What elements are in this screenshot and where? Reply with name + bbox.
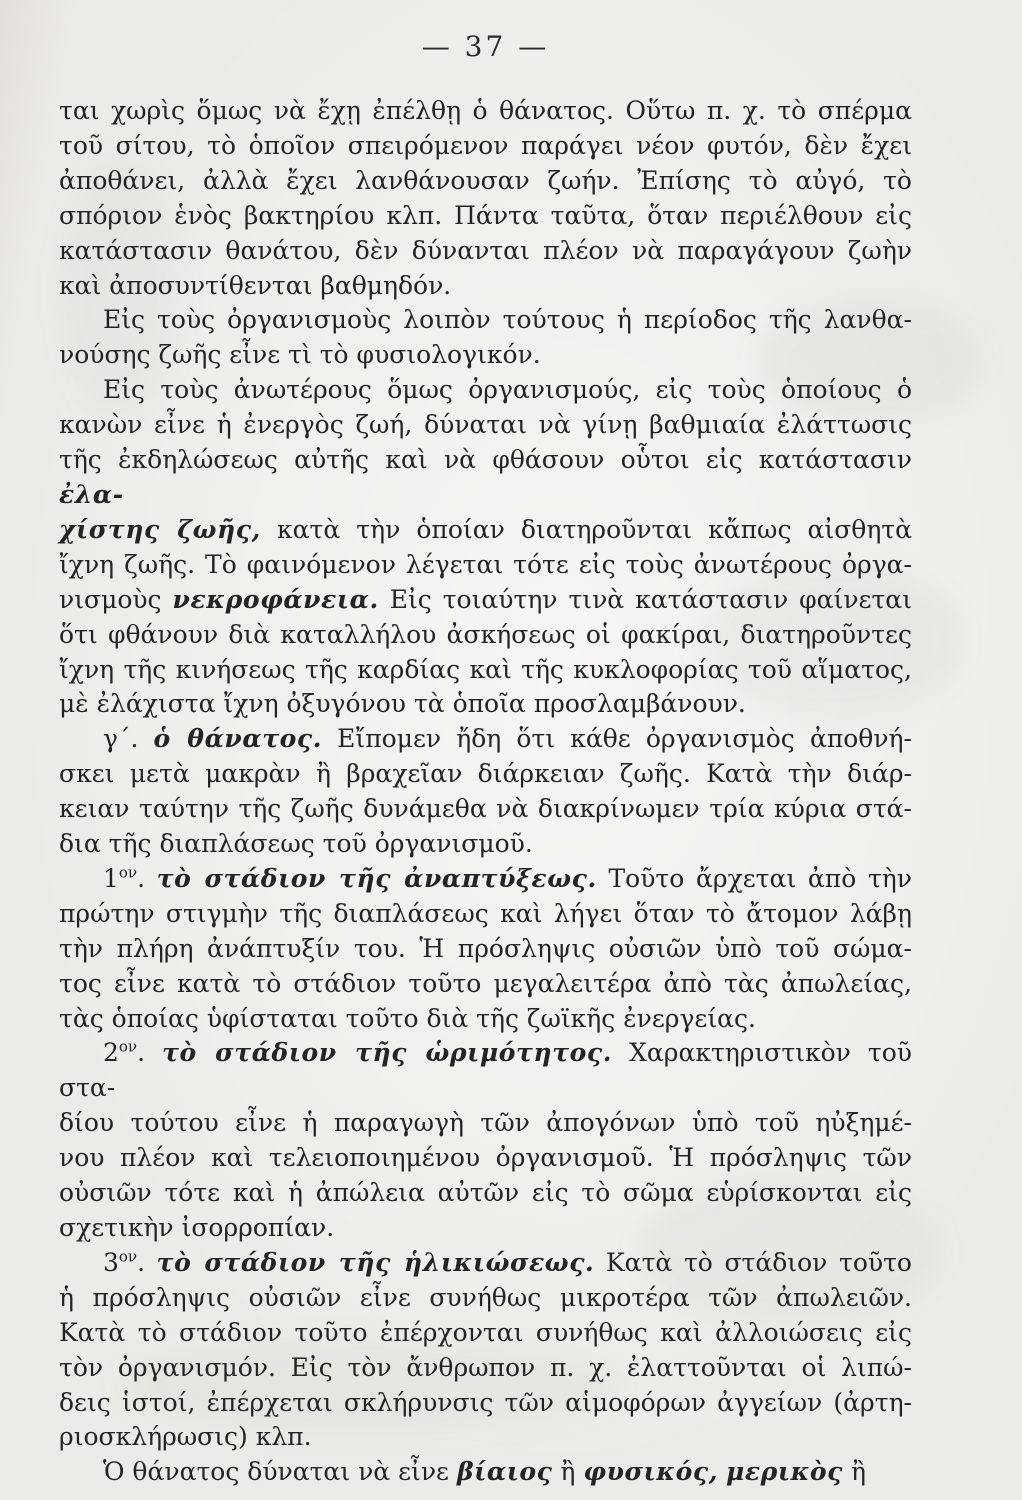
body-text: ὅτι φθάνουν διὰ καταλλήλου ἀσκήσεως οἱ φακίραι, διατηροῦντες [59, 619, 912, 649]
text-line [59, 164, 912, 199]
body-text: γ΄. [103, 724, 154, 754]
body-text: ριοσκλήρωσις) κλπ. [59, 1422, 312, 1452]
body-text: τος εἶνε κατὰ τὸ στάδιον τοῦτο μεγαλειτέρα ἀπὸ τὰς ἀπωλείας, [59, 968, 912, 998]
text-line [59, 1455, 912, 1490]
body-text: ἴχνη ζωῆς. Τὸ φαινόμενον λέγεται τότε εἰς τοὺς ἀνωτέρους ὀργα- [59, 549, 912, 579]
body-text: ἢ [552, 1457, 584, 1487]
ordinal-superscript: ον [118, 1038, 138, 1057]
body-text: κατάστασιν θανάτου, δὲν δύνανται πλέον νὰ παραγάγουν ζωὴν [59, 235, 912, 265]
text-line [59, 757, 912, 792]
text-line [59, 687, 912, 722]
emphasis-text: ἐλα- [59, 479, 124, 509]
text-line [59, 338, 912, 373]
text-line [59, 1386, 912, 1421]
text-line [59, 1176, 912, 1211]
text-line [59, 897, 912, 932]
body-text: τοῦ σίτου, τὸ ὁποῖον σπειρόμενον παράγει νέον φυτόν, δὲν ἔχει [59, 130, 912, 160]
body-text: ἡ πρόσληψις οὐσιῶν εἶνε συνήθως μικροτέρα τῶν ἀπωλειῶν. [59, 1282, 912, 1312]
body-text: Κατὰ τὸ στάδιον τοῦτο ἐπέρχονται συνήθως καὶ ἀλλοιώσεις εἰς [59, 1317, 912, 1347]
body-text: δεις ἱστοί, ἐπέρχεται σκλήρυνσις τῶν αἱμοφόρων ἀγγείων (ἀρτη- [59, 1387, 912, 1417]
body-text: . [137, 863, 157, 893]
text-line [59, 618, 912, 653]
body-text: οὐσιῶν τότε καὶ ἡ ἀπώλεια αὐτῶν εἰς τὸ σῶμα εὑρίσκονται εἰς [59, 1178, 912, 1208]
page-body [59, 94, 912, 1490]
text-line [59, 1106, 912, 1141]
body-text: Εἰς τοὺς ἀνωτέρους ὅμως ὀργανισμούς, εἰς τοὺς ὁποίους ὁ [103, 375, 912, 405]
body-text: ἀποθάνει, ἀλλὰ ἔχει λανθάνουσαν ζωήν. Ἐπίσης τὸ αὐγό, τὸ [59, 165, 912, 195]
emphasis-text: μερικὸς [725, 1457, 844, 1487]
body-text: νου πλέον καὶ τελειοποιημένου ὀργανισμοῦ. Ἡ πρόσληψις τῶν [59, 1143, 912, 1173]
emphasis-text: τὸ στάδιον τῆς ἡλικιώσεως. [156, 1247, 595, 1277]
emphasis-text: νεκροφάνεια. [172, 584, 379, 614]
body-text: νισμοὺς [59, 584, 173, 614]
text-line [59, 408, 912, 443]
body-text: σπόριον ἑνὸς βακτηρίου κλπ. Πάντα ταῦτα, ὅταν περιέλθουν εἰς [59, 200, 912, 230]
emphasis-text: βίαιος [456, 1457, 553, 1487]
emphasis-text: ὁ θάνατος. [153, 724, 323, 754]
body-text: τὸν ὀργανισμόν. Εἰς τὸν ἄνθρωπον π. χ. ἐλαττοῦνται οἱ λιπώ- [59, 1352, 912, 1382]
text-line [59, 792, 912, 827]
emphasis-text: φυσικός, [583, 1457, 718, 1487]
body-text: καὶ ἀποσυντίθενται βαθμηδόν. [59, 270, 452, 300]
text-line [59, 653, 912, 688]
body-text: 2 [103, 1038, 119, 1068]
body-text: δια τῆς διαπλάσεως τοῦ ὀργανισμοῦ. [59, 829, 533, 859]
body-text: ἴχνη τῆς κινήσεως τῆς καρδίας καὶ τῆς κυκλοφορίας τοῦ αἵματος, [59, 654, 912, 684]
body-text: Χαρακτηριστικὸν τοῦ στα- [59, 1038, 912, 1103]
body-text: Κατὰ τὸ στάδιον τοῦτο [594, 1247, 912, 1277]
body-text: σχετικὴν ἰσορροπίαν. [59, 1213, 335, 1242]
body-text: κειαν ταύτην τῆς ζωῆς δυνάμεθα νὰ διακρίνωμεν τρία κύρια στά- [59, 794, 912, 824]
body-text: κανὼν εἶνε ἡ ἐνεργὸς ζωή, δύναται νὰ γίνῃ βαθμιαία ἐλάττωσις [59, 410, 912, 440]
body-text: μὲ ἐλάχιστα ἴχνη ὀξυγόνου τὰ ὁποῖα προσλαμβάνουν. [59, 689, 746, 719]
body-text: κατὰ τὴν ὁποίαν διατηροῦνται κἄπως αἰσθητὰ [260, 514, 913, 544]
text-line [59, 967, 912, 1002]
ordinal-superscript: ον [118, 1247, 138, 1266]
body-text: . [137, 1038, 163, 1068]
body-text: Εἴπομεν ἤδη ὅτι κάθε ὀργανισμὸς ἀποθνή- [322, 724, 912, 754]
text-line [59, 269, 912, 304]
text-line [59, 234, 912, 269]
body-text: Εἰς τοὺς ὀργανισμοὺς λοιπὸν τούτους ἡ περίοδος τῆς λανθα- [103, 305, 912, 335]
text-line [59, 513, 912, 548]
body-text: σκει μετὰ μακρὰν ἢ βραχεῖαν διάρκειαν ζωῆς. Κατὰ τὴν διάρ- [59, 759, 912, 789]
emphasis-text: χίστης ζωῆς, [59, 514, 261, 544]
text-line [59, 1246, 912, 1281]
body-text: ται χωρὶς ὅμως νὰ ἔχῃ ἐπέλθῃ ὁ θάνατος. Οὕτω π. χ. τὸ σπέρμα [59, 96, 912, 125]
text-line [59, 1281, 912, 1316]
text-line [59, 1316, 912, 1351]
text-line [59, 862, 912, 897]
text-line [59, 1002, 912, 1037]
body-text: ἢ [843, 1457, 866, 1487]
body-text: 3 [103, 1247, 119, 1277]
text-line [59, 548, 912, 583]
text-line [59, 199, 912, 234]
text-line [59, 129, 912, 164]
body-text: Εἰς τοιαύτην τινὰ κατάστασιν φαίνεται [378, 584, 912, 614]
text-line [59, 1351, 912, 1386]
text-line [59, 94, 912, 129]
text-line [59, 932, 912, 967]
text-line [59, 1420, 912, 1455]
body-text: τῆς ἐκδηλώσεως αὐτῆς καὶ νὰ φθάσουν οὗτοι εἰς κατάστασιν [59, 445, 912, 475]
text-line [59, 1211, 912, 1246]
emphasis-text: τὸ στάδιον τῆς ἀναπτύξεως. [156, 863, 597, 893]
emphasis-text: τὸ στάδιον τῆς ὡριμότητος. [162, 1038, 613, 1068]
text-line [59, 303, 912, 338]
text-line [59, 722, 912, 757]
body-text: δίου τούτου εἶνε ἡ παραγωγὴ τῶν ἀπογόνων ὑπὸ τοῦ ηὐξημέ- [59, 1108, 912, 1138]
text-line [59, 443, 912, 513]
body-text: Ὁ θάνατος δύναται νὰ εἶνε [103, 1457, 457, 1487]
body-text: τὰς ὁποίας ὑφίσταται τοῦτο διὰ τῆς ζωϊκῆς ἐνεργείας. [59, 1003, 756, 1033]
ordinal-superscript: ον [118, 863, 138, 882]
page-number: — 37 — [421, 30, 550, 63]
body-text: . [137, 1247, 157, 1277]
body-text: Τοῦτο ἄρχεται ἀπὸ τὴν [596, 863, 912, 893]
body-text [718, 1457, 726, 1486]
text-line [59, 373, 912, 408]
body-text: πρώτην στιγμὴν τῆς διαπλάσεως καὶ λήγει ὅταν τὸ ἄτομον λάβῃ [59, 898, 912, 928]
text-line [59, 827, 912, 862]
body-text: 1 [103, 863, 119, 893]
body-text: νούσης ζωῆς εἶνε τὶ τὸ φυσιολογικόν. [59, 340, 541, 370]
text-line [59, 583, 912, 618]
text-line [59, 1036, 912, 1106]
text-line [59, 1141, 912, 1176]
body-text: τὴν πλήρη ἀνάπτυξίν του. Ἡ πρόσληψις οὐσιῶν ὑπὸ τοῦ σώμα- [59, 933, 912, 963]
